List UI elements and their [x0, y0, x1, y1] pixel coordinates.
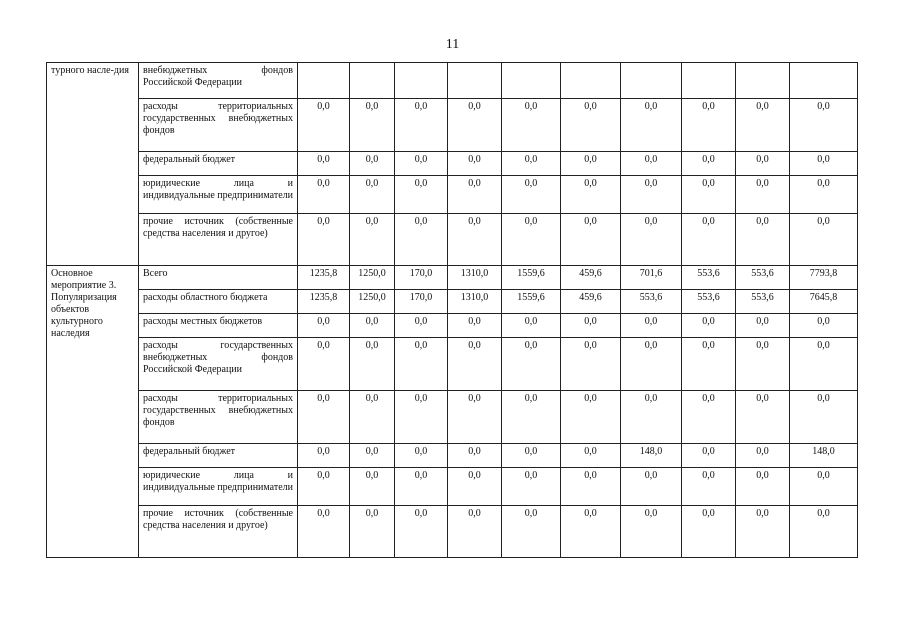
value-cell: 0,0 [395, 444, 448, 468]
table-row [47, 214, 858, 266]
value-cell: 0,0 [736, 391, 790, 444]
total-value-cell: 0,0 [790, 468, 858, 506]
value-cell: 0,0 [395, 338, 448, 391]
total-value-cell: 0,0 [790, 314, 858, 338]
table-row [47, 290, 858, 314]
value-cell [502, 63, 561, 99]
table-row [47, 506, 858, 558]
value-cell: 0,0 [502, 214, 561, 266]
value-cell: 0,0 [350, 444, 395, 468]
value-cell: 0,0 [448, 444, 502, 468]
value-cell: 0,0 [502, 391, 561, 444]
total-value-cell: 0,0 [790, 391, 858, 444]
value-cell: 0,0 [621, 338, 682, 391]
value-cell: 1310,0 [448, 290, 502, 314]
value-cell: 0,0 [621, 176, 682, 214]
value-cell: 0,0 [350, 338, 395, 391]
value-cell: 701,6 [621, 266, 682, 290]
value-cell: 1310,0 [448, 266, 502, 290]
value-cell: 0,0 [395, 314, 448, 338]
value-cell: 148,0 [621, 444, 682, 468]
funding-source-cell: юридические лица и индивидуальные предприниматели [139, 468, 298, 506]
value-cell: 1559,6 [502, 290, 561, 314]
table-row [47, 152, 858, 176]
value-cell: 0,0 [298, 314, 350, 338]
value-cell: 0,0 [298, 152, 350, 176]
funding-source-cell: расходы местных бюджетов [139, 314, 298, 338]
value-cell [621, 63, 682, 99]
value-cell: 0,0 [350, 99, 395, 152]
value-cell: 0,0 [448, 176, 502, 214]
value-cell: 0,0 [561, 506, 621, 558]
value-cell: 0,0 [682, 444, 736, 468]
value-cell: 0,0 [682, 506, 736, 558]
value-cell: 0,0 [502, 444, 561, 468]
budget-table [46, 62, 858, 558]
value-cell: 1250,0 [350, 290, 395, 314]
value-cell: 0,0 [448, 506, 502, 558]
table-row [47, 338, 858, 391]
value-cell: 0,0 [448, 391, 502, 444]
value-cell: 0,0 [736, 444, 790, 468]
value-cell: 553,6 [682, 290, 736, 314]
page-number: 11 [445, 37, 460, 52]
activity-cell: турного насле-дия [47, 63, 139, 266]
value-cell [395, 63, 448, 99]
funding-source-cell: расходы территориальных государственных внебюджетных фондов [139, 99, 298, 152]
table-row [47, 468, 858, 506]
value-cell: 553,6 [736, 290, 790, 314]
total-value-cell: 0,0 [790, 176, 858, 214]
value-cell: 0,0 [736, 214, 790, 266]
value-cell: 0,0 [448, 468, 502, 506]
value-cell: 0,0 [395, 468, 448, 506]
value-cell: 0,0 [502, 506, 561, 558]
value-cell: 0,0 [298, 391, 350, 444]
value-cell: 0,0 [561, 99, 621, 152]
value-cell: 0,0 [350, 468, 395, 506]
value-cell: 0,0 [350, 214, 395, 266]
table-row [47, 444, 858, 468]
value-cell: 0,0 [682, 152, 736, 176]
funding-source-cell: федеральный бюджет [139, 152, 298, 176]
value-cell: 553,6 [682, 266, 736, 290]
value-cell: 0,0 [621, 214, 682, 266]
value-cell: 0,0 [621, 506, 682, 558]
value-cell: 0,0 [502, 176, 561, 214]
value-cell: 0,0 [350, 506, 395, 558]
value-cell: 0,0 [736, 152, 790, 176]
value-cell: 553,6 [621, 290, 682, 314]
value-cell: 0,0 [502, 314, 561, 338]
value-cell: 0,0 [502, 99, 561, 152]
value-cell: 0,0 [736, 506, 790, 558]
value-cell: 1235,8 [298, 266, 350, 290]
value-cell: 0,0 [350, 391, 395, 444]
total-value-cell: 0,0 [790, 152, 858, 176]
value-cell: 0,0 [395, 99, 448, 152]
value-cell [448, 63, 502, 99]
value-cell: 0,0 [298, 468, 350, 506]
value-cell: 0,0 [736, 338, 790, 391]
value-cell: 0,0 [621, 468, 682, 506]
value-cell: 0,0 [561, 214, 621, 266]
value-cell [736, 63, 790, 99]
value-cell: 1250,0 [350, 266, 395, 290]
value-cell: 553,6 [736, 266, 790, 290]
value-cell [561, 63, 621, 99]
value-cell: 0,0 [682, 468, 736, 506]
table-body [47, 63, 858, 558]
table-row [47, 99, 858, 152]
value-cell: 0,0 [682, 314, 736, 338]
value-cell: 459,6 [561, 266, 621, 290]
value-cell: 0,0 [502, 152, 561, 176]
table-row [47, 266, 858, 290]
value-cell: 0,0 [448, 152, 502, 176]
total-value-cell: 148,0 [790, 444, 858, 468]
total-value-cell: 7793,8 [790, 266, 858, 290]
value-cell: 0,0 [502, 338, 561, 391]
value-cell: 0,0 [561, 176, 621, 214]
value-cell: 0,0 [682, 391, 736, 444]
value-cell: 0,0 [682, 338, 736, 391]
value-cell: 0,0 [621, 391, 682, 444]
table-row [47, 63, 858, 99]
value-cell: 0,0 [561, 391, 621, 444]
funding-source-cell: расходы государственных внебюджетных фондов Российской Федерации [139, 338, 298, 391]
value-cell: 0,0 [395, 152, 448, 176]
funding-source-cell: федеральный бюджет [139, 444, 298, 468]
funding-source-cell: внебюджетных фондов Российской Федерации [139, 63, 298, 99]
value-cell: 0,0 [298, 176, 350, 214]
table-row [47, 391, 858, 444]
value-cell: 0,0 [502, 468, 561, 506]
value-cell: 0,0 [448, 214, 502, 266]
value-cell: 0,0 [621, 314, 682, 338]
value-cell: 0,0 [561, 314, 621, 338]
value-cell: 0,0 [350, 176, 395, 214]
value-cell: 0,0 [736, 99, 790, 152]
total-value-cell: 7645,8 [790, 290, 858, 314]
funding-source-cell: прочие источник (собственные средства населения и другое) [139, 506, 298, 558]
value-cell: 170,0 [395, 290, 448, 314]
value-cell: 0,0 [561, 338, 621, 391]
total-value-cell: 0,0 [790, 506, 858, 558]
value-cell: 0,0 [395, 391, 448, 444]
total-value-cell: 0,0 [790, 99, 858, 152]
funding-source-cell: Всего [139, 266, 298, 290]
value-cell: 459,6 [561, 290, 621, 314]
total-value-cell: 0,0 [790, 338, 858, 391]
value-cell: 0,0 [448, 99, 502, 152]
value-cell: 0,0 [350, 152, 395, 176]
value-cell: 0,0 [395, 506, 448, 558]
value-cell: 0,0 [395, 176, 448, 214]
value-cell: 0,0 [298, 214, 350, 266]
value-cell: 170,0 [395, 266, 448, 290]
value-cell: 0,0 [350, 314, 395, 338]
value-cell: 0,0 [298, 506, 350, 558]
funding-source-cell: расходы областного бюджета [139, 290, 298, 314]
value-cell: 0,0 [621, 99, 682, 152]
value-cell: 0,0 [395, 214, 448, 266]
funding-source-cell: прочие источник (собственные средства населения и другое) [139, 214, 298, 266]
value-cell: 0,0 [561, 444, 621, 468]
funding-source-cell: юридические лица и индивидуальные предприниматели [139, 176, 298, 214]
value-cell: 0,0 [682, 99, 736, 152]
value-cell [350, 63, 395, 99]
value-cell: 0,0 [448, 338, 502, 391]
value-cell [298, 63, 350, 99]
table-row [47, 314, 858, 338]
value-cell: 0,0 [736, 314, 790, 338]
value-cell: 0,0 [298, 338, 350, 391]
value-cell: 0,0 [621, 152, 682, 176]
value-cell: 0,0 [298, 444, 350, 468]
value-cell: 0,0 [448, 314, 502, 338]
value-cell: 1559,6 [502, 266, 561, 290]
value-cell: 0,0 [682, 176, 736, 214]
value-cell: 0,0 [561, 468, 621, 506]
value-cell: 0,0 [736, 468, 790, 506]
value-cell: 0,0 [298, 99, 350, 152]
total-value-cell [790, 63, 858, 99]
value-cell: 0,0 [561, 152, 621, 176]
total-value-cell: 0,0 [790, 214, 858, 266]
activity-cell: Основное мероприятие 3. Популяризация объектов культурного наследия [47, 266, 139, 558]
table-row [47, 176, 858, 214]
funding-source-cell: расходы территориальных государственных внебюджетных фондов [139, 391, 298, 444]
value-cell: 1235,8 [298, 290, 350, 314]
value-cell: 0,0 [736, 176, 790, 214]
value-cell: 0,0 [682, 214, 736, 266]
value-cell [682, 63, 736, 99]
